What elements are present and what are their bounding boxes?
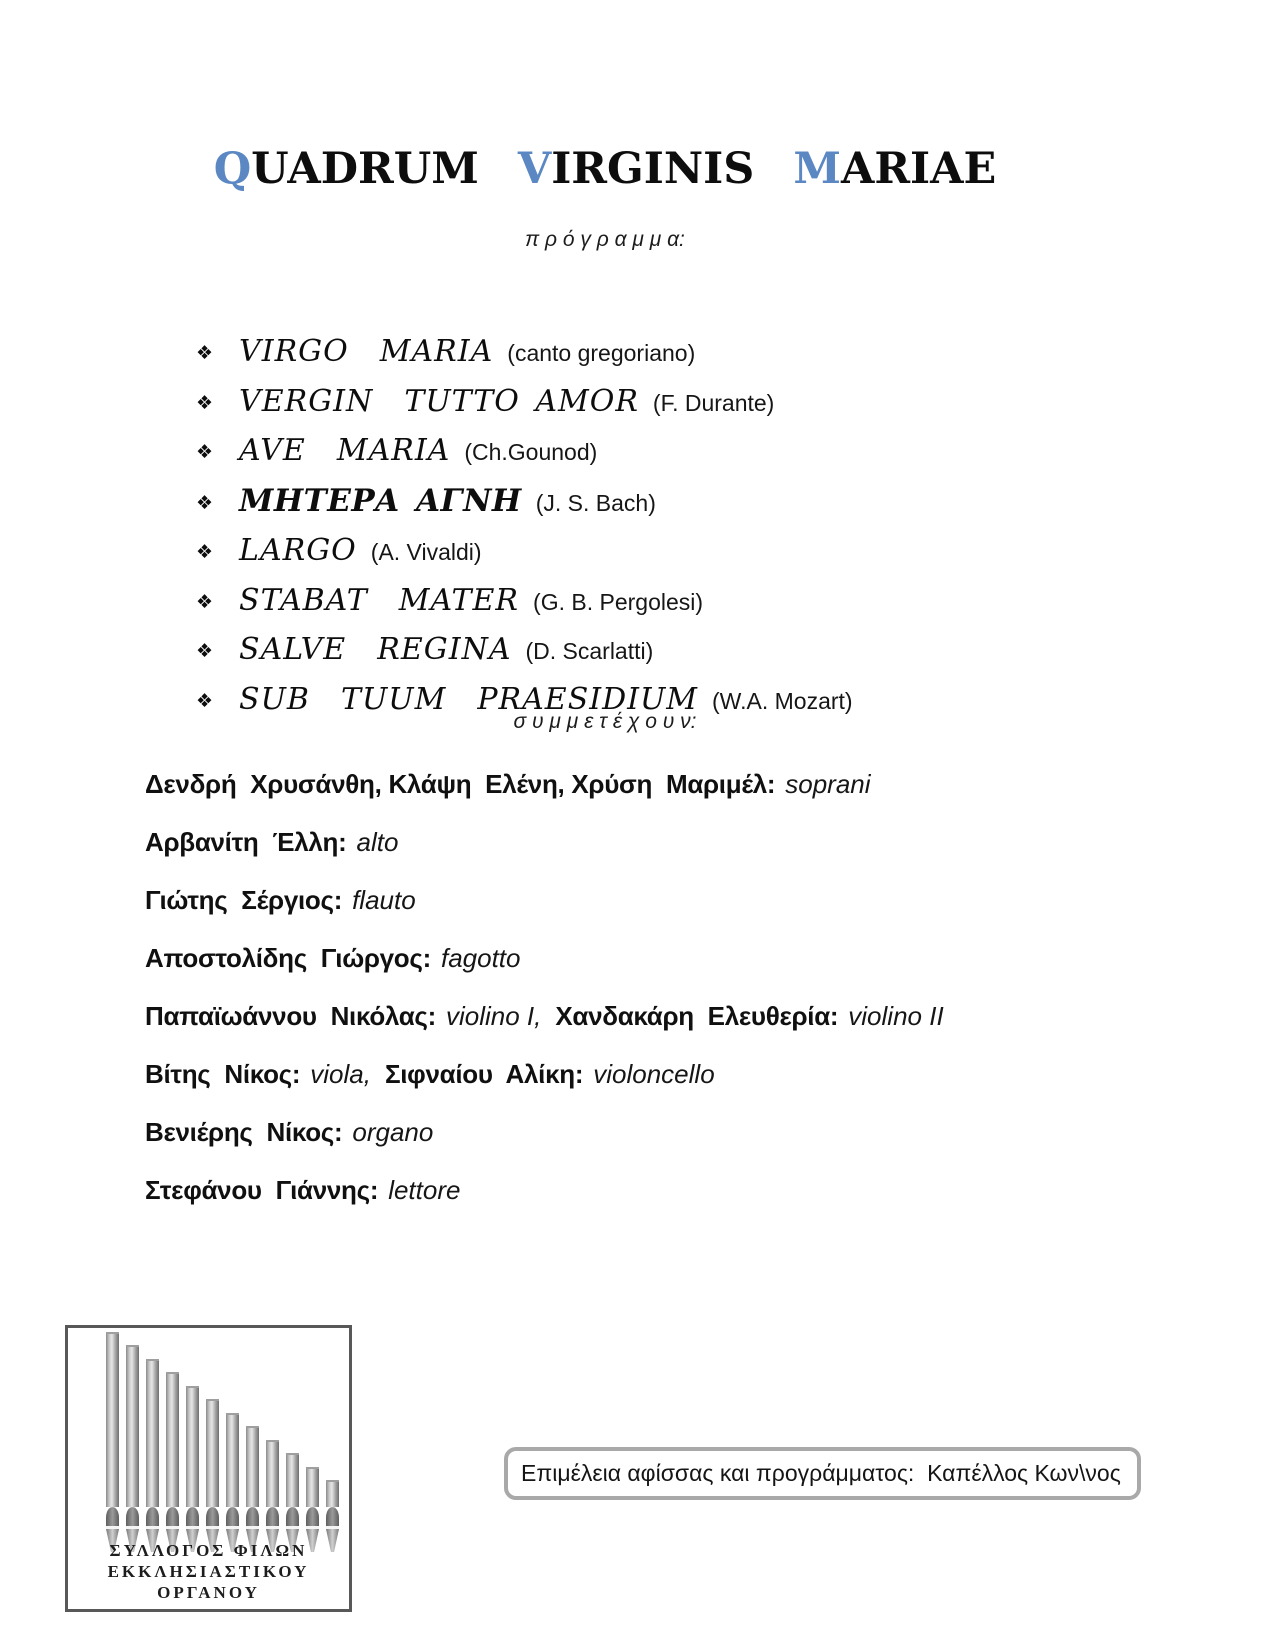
program-item: [196, 579, 853, 629]
title-word-rest: UADRUM: [251, 144, 479, 194]
title-word-rest: ARIAE: [840, 144, 997, 194]
title-word: [214, 144, 479, 194]
participant-role: soprani: [785, 769, 871, 799]
song-composer: (D. Scarlatti): [525, 638, 654, 664]
participant-line: [145, 884, 944, 942]
organ-pipe: [126, 1345, 139, 1552]
song-title: VERGIN TUTTO AMOR: [239, 383, 639, 419]
song-composer: (A. Vivaldi): [370, 539, 482, 565]
diamond-bullet-icon: ❖: [196, 689, 214, 712]
song-composer: (J. S. Bach): [535, 489, 656, 516]
song-title: ΜΗΤΕΡΑ ΑΓΝΗ: [239, 482, 522, 519]
participant-role: flauto: [352, 885, 416, 915]
program-item: [196, 429, 853, 479]
song-title: STABAT MATER: [239, 582, 520, 618]
organ-pipe: [186, 1386, 199, 1552]
diamond-bullet-icon: ❖: [196, 590, 214, 613]
participant-line: [145, 768, 944, 826]
participants-list: [145, 768, 944, 1232]
title-word: [793, 144, 996, 194]
participant-role: lettore: [388, 1175, 461, 1205]
song-title: VIRGO MARIA: [239, 334, 494, 369]
song-title: LARGO: [239, 533, 357, 568]
credit-box: [504, 1447, 1141, 1500]
participant-role: alto: [356, 827, 399, 857]
program-item: [196, 479, 853, 530]
logo-text-line: ΕΚΚΛΗΣΙΑΣΤΙΚΟΥ: [107, 1562, 310, 1581]
participant-name: Παπαϊωάννου Νικόλας:: [145, 1001, 436, 1031]
organ-society-logo: [65, 1325, 352, 1612]
diamond-bullet-icon: ❖: [196, 541, 214, 563]
title-initial: M: [793, 144, 841, 194]
participant-role: violoncello: [593, 1059, 715, 1089]
organ-pipe: [166, 1372, 179, 1552]
program-item: [196, 330, 853, 380]
participant-role: organo: [352, 1117, 434, 1147]
song-composer: (canto gregoriano): [507, 340, 696, 366]
page-title: [0, 144, 1210, 194]
diamond-bullet-icon: ❖: [196, 391, 214, 414]
song-composer: (W.A. Mozart): [712, 687, 853, 714]
song-title: SUB TUUM PRAESIDIUM: [239, 681, 699, 717]
participant-name: Αρβανίτη Έλλη:: [145, 827, 347, 857]
program-item: [196, 380, 853, 430]
participant-line: [145, 942, 944, 1000]
title-initial: Q: [213, 144, 252, 194]
participant-line: [145, 826, 944, 884]
title-word: [518, 144, 755, 194]
logo-text: [68, 1540, 349, 1603]
participant-name: Αποστολίδης Γιώργος:: [145, 943, 431, 973]
participant-name: Βενιέρης Νίκος:: [145, 1117, 343, 1147]
organ-pipe: [146, 1359, 159, 1552]
organ-pipes: [106, 1332, 339, 1552]
organ-pipe: [246, 1426, 259, 1552]
title-initial: V: [517, 144, 552, 194]
participant-name: Σιφναίου Αλίκη:: [384, 1059, 584, 1089]
participant-name: Στεφάνου Γιάννης:: [145, 1175, 379, 1205]
participant-line: [145, 1174, 944, 1232]
participant-role: viola,: [310, 1059, 371, 1089]
diamond-bullet-icon: ❖: [196, 491, 214, 514]
participant-line: [145, 1116, 944, 1174]
song-title: AVE MARIA: [239, 433, 451, 468]
participant-name: Χανδακάρη Ελευθερία:: [555, 1001, 839, 1031]
song-title: SALVE REGINA: [239, 632, 512, 667]
program-list: [196, 330, 853, 727]
participant-line: [145, 1000, 944, 1058]
participant-name: Βίτης Νίκος:: [145, 1059, 301, 1089]
program-label: π ρ ό γ ρ α μ μ α:: [525, 228, 685, 251]
program-item: [196, 628, 853, 678]
credit-text: Επιμέλεια αφίσσας και προγράμματος: Καπέλλος Κων\νος: [521, 1460, 1121, 1486]
organ-pipe: [206, 1399, 219, 1552]
song-composer: (Ch.Gounod): [464, 439, 598, 465]
organ-pipe: [266, 1440, 279, 1552]
song-composer: (F. Durante): [652, 389, 775, 416]
participant-role: violino I,: [446, 1001, 542, 1031]
song-composer: (G. B. Pergolesi): [533, 588, 704, 615]
title-word-rest: IRGINIS: [551, 144, 755, 194]
diamond-bullet-icon: ❖: [196, 640, 214, 662]
diamond-bullet-icon: ❖: [196, 441, 214, 463]
logo-text-line: ΟΡΓΑΝΟΥ: [157, 1583, 260, 1602]
participant-name: Δενδρή Χρυσάνθη, Κλάψη Ελένη, Χρύση Μαριμέλ:: [145, 769, 776, 799]
diamond-bullet-icon: ❖: [196, 342, 214, 364]
organ-pipe: [226, 1413, 239, 1552]
participant-role: violino II: [848, 1001, 944, 1031]
program-item: [196, 529, 853, 579]
organ-pipe: [106, 1332, 119, 1552]
participants-label: σ υ μ μ ε τ έ χ ο υ ν:: [513, 710, 697, 733]
participant-role: fagotto: [440, 943, 521, 973]
logo-text-line: ΣΥΛΛΟΓΟΣ ΦΙΛΩΝ: [109, 1541, 308, 1560]
participant-line: [145, 1058, 944, 1116]
participant-name: Γιώτης Σέργιος:: [145, 885, 343, 915]
organ-pipe: [286, 1453, 299, 1552]
